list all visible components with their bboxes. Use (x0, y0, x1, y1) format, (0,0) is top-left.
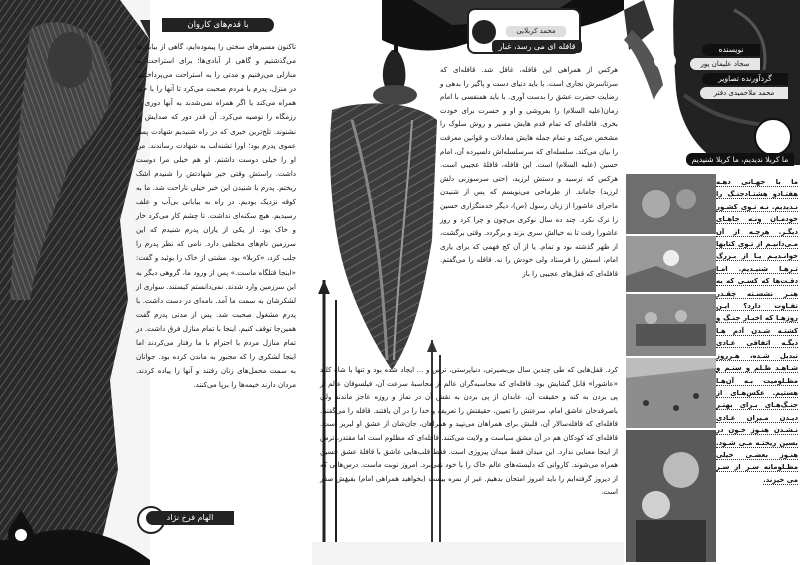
article-text: تاکنون مسیرهای سختی را پیموده‌ایم، گاهی از بیابان‌ها می‌گذشتیم و گاهی از آبادی‌ها؛ برای استراحت به منازلی می‌رفتیم و مدتی را به استراحت می‌پرداختیم. در منزل، پدرم با مردم صحبت می‌کرد تا آنها را با خود همراه می‌کند یا اگر همراه نمی‌شدند به آنها دوری از رزمگاه را توصیه می‌کرد. آن قدر دور که صدایش را نشنوند. تلخ‌ترین خبری که در راه شنیدیم شهادت پسر عموی پدرم بود؛ اورا تشنه‌لب به شهادت رساندند. من او را خیلی دوست داشتم. او هم خیلی مرا دوست داشت. راستش وقتی خبر شهادتش را شنیدم اشک ریختم. پدرم با شنیدن این خبر خیلی ناراحت شد. ما به کوفه نزدیک بودیم. در راه به بیابانی بی‌آب و علف رسیدیم. هیچ سکنه‌ای نداشت. تا چشم کار می‌کرد خار و خاک بود. از یکی از یاران پدرم شنیدم که این سرزمین نام‌های مختلفی دارد. نامی که نظر پدرم را جلب کرد، «کربلا» بود. مشتی از خاک را بوئید و گفت: «اینجا قتلگاه ماست.» پس از ورود ما، گروهی دیگر به این سرزمین وارد شدند. نمی‌دانستم کیستند. سواری از لشکرشان به سمت ما آمد. نامه‌ای در دست داشت. با پدرم مشغول صحبت شد. پس از مدتی پدرم گفت همین‌جا توقف کنیم. اینجا با تمام منازل فرق داشت. در تمام منازل مردم با احترام با ما رفتار می‌کردند اما اینجا لشکری را که مجبور به ماندن کرده بود. جوانان به سمت محمل‌های زنان رفتند و آنها را پیاده کردند. مردان دارند خیمه‌ها را برپا می‌کنند. (136, 42, 296, 390)
article-text: ما با جهـانی دهـه هفتـادو هشتـادجنـگ را نـدیدیم. نـه تـوی کشـور خودمـان ونـه جاهـای دیگـر. هرچـه از آن مـی‌دانیـم از تـوی کتابها خوانـدیـم یـا از بـزرگ تـرهـا شنیـدیم. امـا دقـت‌ها که کسـی که به هنـر نشسـته چقـدر تفـاوت دارد؟ ایـن روزهـا که اخبـار جنـگ و کشتـه شـدن آدم هـا دیگـه اتفاقی عـادی تبدیل شـده، هـرروز شـاهـد ظـلم و ستـم و مظـلومیت بـه آن‌هـا هستیم. عکس‌هـای از جنـگ‌هـای بـرای بهتـر دیـدن مـیزان عـادی نـشـدن هنـوز خـون در بسین ریختـه مـی شـود. هنـوز بعضـی خیلی مظـلومانه سـر از سـر می خیزند. (716, 178, 798, 484)
drop-logo-icon (6, 508, 36, 548)
article-body-middle-top: هرکس از همراهی این قافله، غافل شد. قافله‌ای که سرتاسرش تجاری است. با باید دنیای دست و پاگیر را بدهی و رضایت حضرت عشق را بدست آوری. با باید همنفسی با امام زمان(علیه السلام) را بفروشی و او و حسرت برای خودت بخری. قافله‌ای که تمام قدم هایش مسیر و روش سلوک را مشخص می‌کند و تمام جمله هایش معادلات و قوانین معرفت را بیان می‌کند. سلسله‌ای که سرسلسله‌اش دلسپرده آن، امام حسین (علیه السلام) است. این قافله، قافلهٔ عجیبی است. هرکس که ترسید و دستش لرزید، (حتی سرسوزنی دلش لرزید) جاماند. از طرماحی می‌نویسم که پس از شنیدن ماجرای عاشورا از زبان رسول (ص)، دیگر خدمتگزاری حسین را ترک نکرد. چند ده سال نوکری بی‌چون و چرا کرد و روز عاشورا رفت تا به خیالش سری بزند و برگردد. وقتی برگشت، از ظهر گذشته بود و تمام. یا از آن کج فهمی که برای یاری امام، اسبش را فرستاد ولی خودش را نه. قافله را می‌گفتم. قافله‌ای که قفل‌های عجیبی را باز (440, 66, 618, 278)
photo-father-child (626, 430, 716, 562)
author-name: الهام فرخ نژاد (146, 511, 234, 525)
drop-icon (652, 80, 678, 110)
credit-label-author: نویسنده (702, 44, 760, 56)
banner-title: قافله ای می رسد، غبار ندارد (492, 40, 582, 53)
drop-icon (652, 40, 678, 70)
photo-column (626, 174, 716, 562)
photo-classroom (626, 294, 716, 356)
soldier-illustration (0, 0, 150, 565)
section-subtitle: ما کربلا ندیدیم، ما کربلا شنیدیم (686, 153, 794, 166)
page-left (0, 0, 312, 565)
photo-hands (626, 174, 716, 234)
banner-author: محمد کربلایی (506, 26, 566, 37)
article-body-left (136, 40, 296, 490)
emblem-icon (754, 118, 792, 156)
credit-value-images: محمد ملاحمیدی دفتر (700, 87, 788, 99)
credit-value-author: سجاد علیمان پور (690, 58, 760, 70)
page-middle (312, 0, 624, 565)
photo-rubble (626, 236, 716, 292)
photo-field (626, 358, 716, 428)
article-body-right (716, 176, 798, 562)
page-right (624, 0, 800, 565)
section-header: با قدم‌های کاروان (162, 18, 274, 32)
credit-label-images: گردآورنده تصاویر (702, 73, 788, 85)
article-body-middle-bottom: کرد. قفل‌هایی که طی چندین سال بی‌بصیرتی، دنیاپرستی، ترس و ... ایجاد شده بود و تنها با شاه کلید «عاشورا» قابل گشایش بود. قافله‌ای که محاسبه‌گران عالم از محاسبهٔ سرعت آن، فیلسوفان عالم از پی بردن به کنه و حقیقت آن، عابدان از پی بردن به نقش آن در نماز و روزه عاجز ماندند ولی باصرفدخان عاشق امام، سرعتش را تعیین، حقیقتش را تعریف و خدا را در آن یافتند. قافله را می‌گفتم. قافله‌ای که قافله‌سالار آن، قلبش برای همراهان می‌تپید و همراهان، جان‌شان از عشق او لبریز است. قافله‌ای که کودکان هم در آن مشق سیاست و ولایت می‌کنند. قافله‌ای که مظلوم است اما مقتدر، ترس از اینجا معنایی ندارد. این میدان فقط میدان پیروزی است. فقط قلب‌هایی عاشق با قافلهٔ عشق حسین همراه می‌شوند. کاروانی که دلبسته‌های عالم خاک را با خود نمی‌برد. امروز نوبت ماست. درس‌هایی که از دیروز گرفته‌ایم را باید امروز امتحان بدهیم. غیر از نمره بیست (بخواهید همراهی امام) بقیهٔش صفر است. (320, 366, 618, 497)
